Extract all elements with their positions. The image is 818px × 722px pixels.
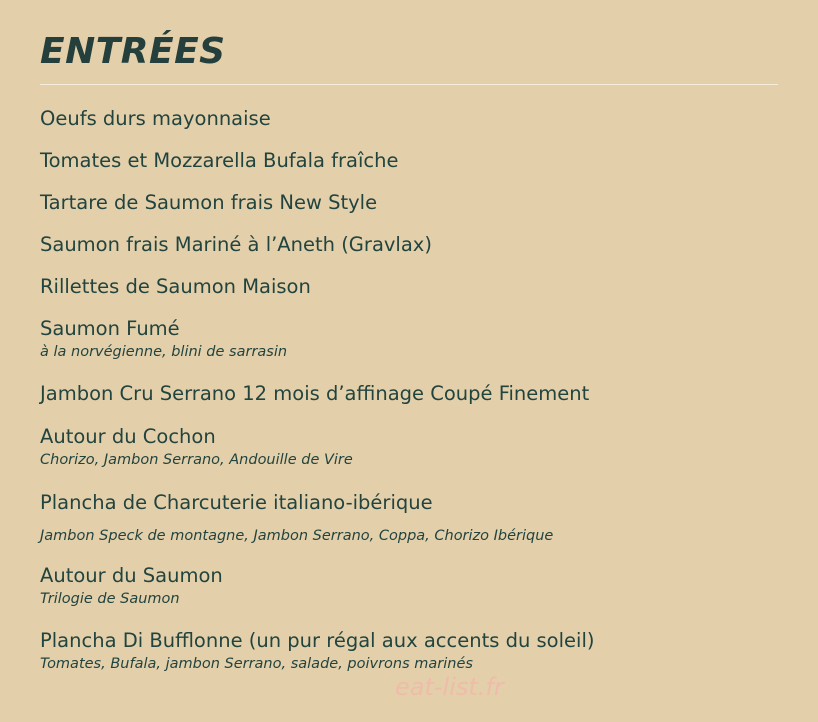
menu-item bbox=[40, 381, 780, 407]
watermark-text: eat-list.fr bbox=[395, 673, 504, 701]
menu-item-name: Autour du Saumon bbox=[40, 564, 223, 587]
menu-item-description: Tomates, Bufala, jambon Serrano, salade, poivrons marinés bbox=[40, 656, 473, 672]
menu-item-name: Tomates et Mozzarella Bufala fraîche bbox=[40, 149, 399, 172]
menu-item-description: Trilogie de Saumon bbox=[40, 591, 180, 607]
menu-item bbox=[40, 106, 780, 132]
menu-item-name: Plancha de Charcuterie italiano-ibérique bbox=[40, 491, 433, 514]
menu-item-name: Autour du Cochon bbox=[40, 425, 216, 448]
menu-item-name: Saumon frais Mariné à l’Aneth (Gravlax) bbox=[40, 233, 432, 256]
menu-item bbox=[40, 490, 780, 546]
menu-item-name: Oeufs durs mayonnaise bbox=[40, 107, 271, 130]
menu-heading: ENTRÉES bbox=[40, 31, 226, 72]
menu-item bbox=[40, 563, 780, 609]
menu-item-description: Chorizo, Jambon Serrano, Andouille de Vire bbox=[40, 452, 353, 468]
menu-item-description: Jambon Speck de montagne, Jambon Serrano, Coppa, Chorizo Ibérique bbox=[40, 528, 554, 544]
menu-item-description: à la norvégienne, blini de sarrasin bbox=[40, 344, 288, 360]
menu-item-name: Plancha Di Bufflonne (un pur régal aux accents du soleil) bbox=[40, 629, 595, 652]
menu-item bbox=[40, 274, 780, 300]
menu-item-name: Rillettes de Saumon Maison bbox=[40, 275, 311, 298]
menu-item bbox=[40, 316, 780, 362]
menu-item bbox=[40, 148, 780, 174]
menu-item-name: Saumon Fumé bbox=[40, 317, 180, 340]
menu-item bbox=[40, 628, 780, 674]
menu-item-name: Tartare de Saumon frais New Style bbox=[40, 191, 378, 214]
heading-divider bbox=[40, 84, 778, 85]
menu-item bbox=[40, 190, 780, 216]
menu-item-name: Jambon Cru Serrano 12 mois d’affinage Coupé Finement bbox=[40, 382, 590, 405]
menu-item bbox=[40, 232, 780, 258]
menu-item bbox=[40, 424, 780, 470]
